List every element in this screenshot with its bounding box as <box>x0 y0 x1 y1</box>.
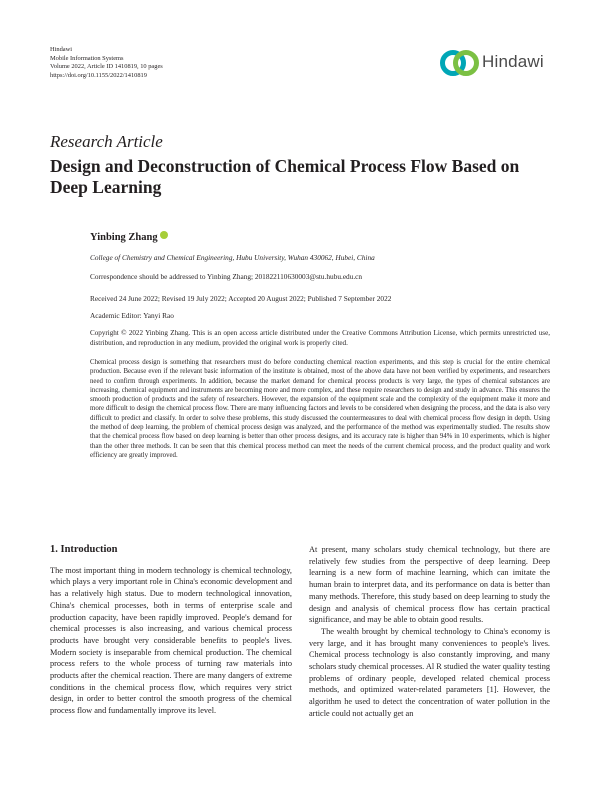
paragraph: At present, many scholars study chemical technology, but there are relatively few studies from the perspective of deep learning. Deep learning is a new form of machine learning, which can imitate the human brain to interpret data, and its performance on data is better than many methods. Therefore, this study based on deep learning to study the design and analysis of chemical process flow has certain practical significance, and may be able to obtain good results. <box>309 545 550 625</box>
journal-name: Mobile Information Systems <box>50 54 124 62</box>
academic-editor: Academic Editor: Yanyi Rao <box>90 311 174 320</box>
left-column <box>50 544 292 717</box>
article-type: Research Article <box>50 132 163 151</box>
correspondence: Correspondence should be addressed to Yinbing Zhang; 201822110630003@stu.hubu.edu.cn <box>90 272 363 281</box>
journal-meta <box>50 46 163 80</box>
paragraph: The most important thing in modern technology is chemical technology, which plays a very important role in China's economic development and has a relatively high status. Due to modern technological innovation, China's chemical processes, both in terms of enterprise scale and production capacity, have been rapidly improved. People's demand for chemical processes is also increasing, and various chemical process products have brought very considerable benefits to people's lives. Modern society is inseparable from chemical production. The chemical process refers to the whole process of turning raw materials into products after the chemical reaction. There are many dangers of extreme conditions in the chemical process flow, which requires very strict design, in order to better control the smooth progress of the chemical process flow and fundamentally improve its level. <box>50 565 292 716</box>
hindawi-logo-text: Hindawi <box>482 52 544 71</box>
affiliation: College of Chemistry and Chemical Engineering, Hubu University, Wuhan 430062, Hubei, China <box>90 253 375 262</box>
doi-link[interactable]: https://doi.org/10.1155/2022/1410819 <box>50 71 147 79</box>
abstract: Chemical process design is something that researchers must do before conducting chemical reaction experiments, and this step is crucial for the entire chemical production. Because even if the relevant basic information of the institute is obtained, most of the above data have not been verified by experiments, and researchers need to confirm through experiments. In addition, because the market demand for chemical process products is very large, the types of chemical substances are increasing, chemical equipment and instruments are becoming more and more complex, and these require researchers to design and study in advance. This ensures the smooth production of products and the safety of researchers. However, the expansion of the equipment scale and the complexity of the equipment make it more and more difficult to design the chemical process flow. There are many influencing factors and levels to be considered when designing the process, and the data is also very difficult to predict and classify. In order to solve these problems, this study discussed the countermeasures to deal with chemical process flow design in depth. Using the method of deep learning, the problem of chemical process design was analyzed, and the performance of the method was experimentally studied. The results show that the chemical process flow based on deep learning is better than other process designs, and its accuracy rate is higher than 94% in 10 experiments, which is higher than the other three methods. It can be seen that this chemical process method can meet the needs of the current chemical process, and the product quality and work efficiency are greatly improved. <box>90 359 550 459</box>
article-title: Design and Deconstruction of Chemical Process Flow Based on Deep Learning <box>50 156 520 197</box>
author-name[interactable]: Yinbing Zhang <box>90 232 158 243</box>
hindawi-logo-icon <box>438 45 482 81</box>
section-heading: 1. Introduction <box>50 544 118 555</box>
author-line <box>90 231 168 243</box>
publisher-name: Hindawi <box>50 46 73 53</box>
volume-line: Volume 2022, Article ID 1410819, 10 pages <box>50 63 163 71</box>
orcid-icon[interactable] <box>160 231 168 239</box>
right-column <box>309 544 550 720</box>
paragraph: The wealth brought by chemical technology to China's economy is very large, and it has brought many conveniences to people's lives. Chemical process technology is also constantly improving, and many scholars study chemical processes. Al R studied the water quality testing problems of ordinary people, developed related chemical process methods, and optimized water-related parameters [1]. However, the algorithm he used to detect the concentration of water pollution in the article could not actually get an <box>309 626 550 718</box>
publication-dates: Received 24 June 2022; Revised 19 July 2022; Accepted 20 August 2022; Published 7 September 2022 <box>90 294 392 303</box>
copyright-notice: Copyright © 2022 Yinbing Zhang. This is an open access article distributed under the Creative Commons Attribution License, which permits unrestricted use, distribution, and reproduction in any medium, provided the original work is properly cited. <box>90 329 550 347</box>
